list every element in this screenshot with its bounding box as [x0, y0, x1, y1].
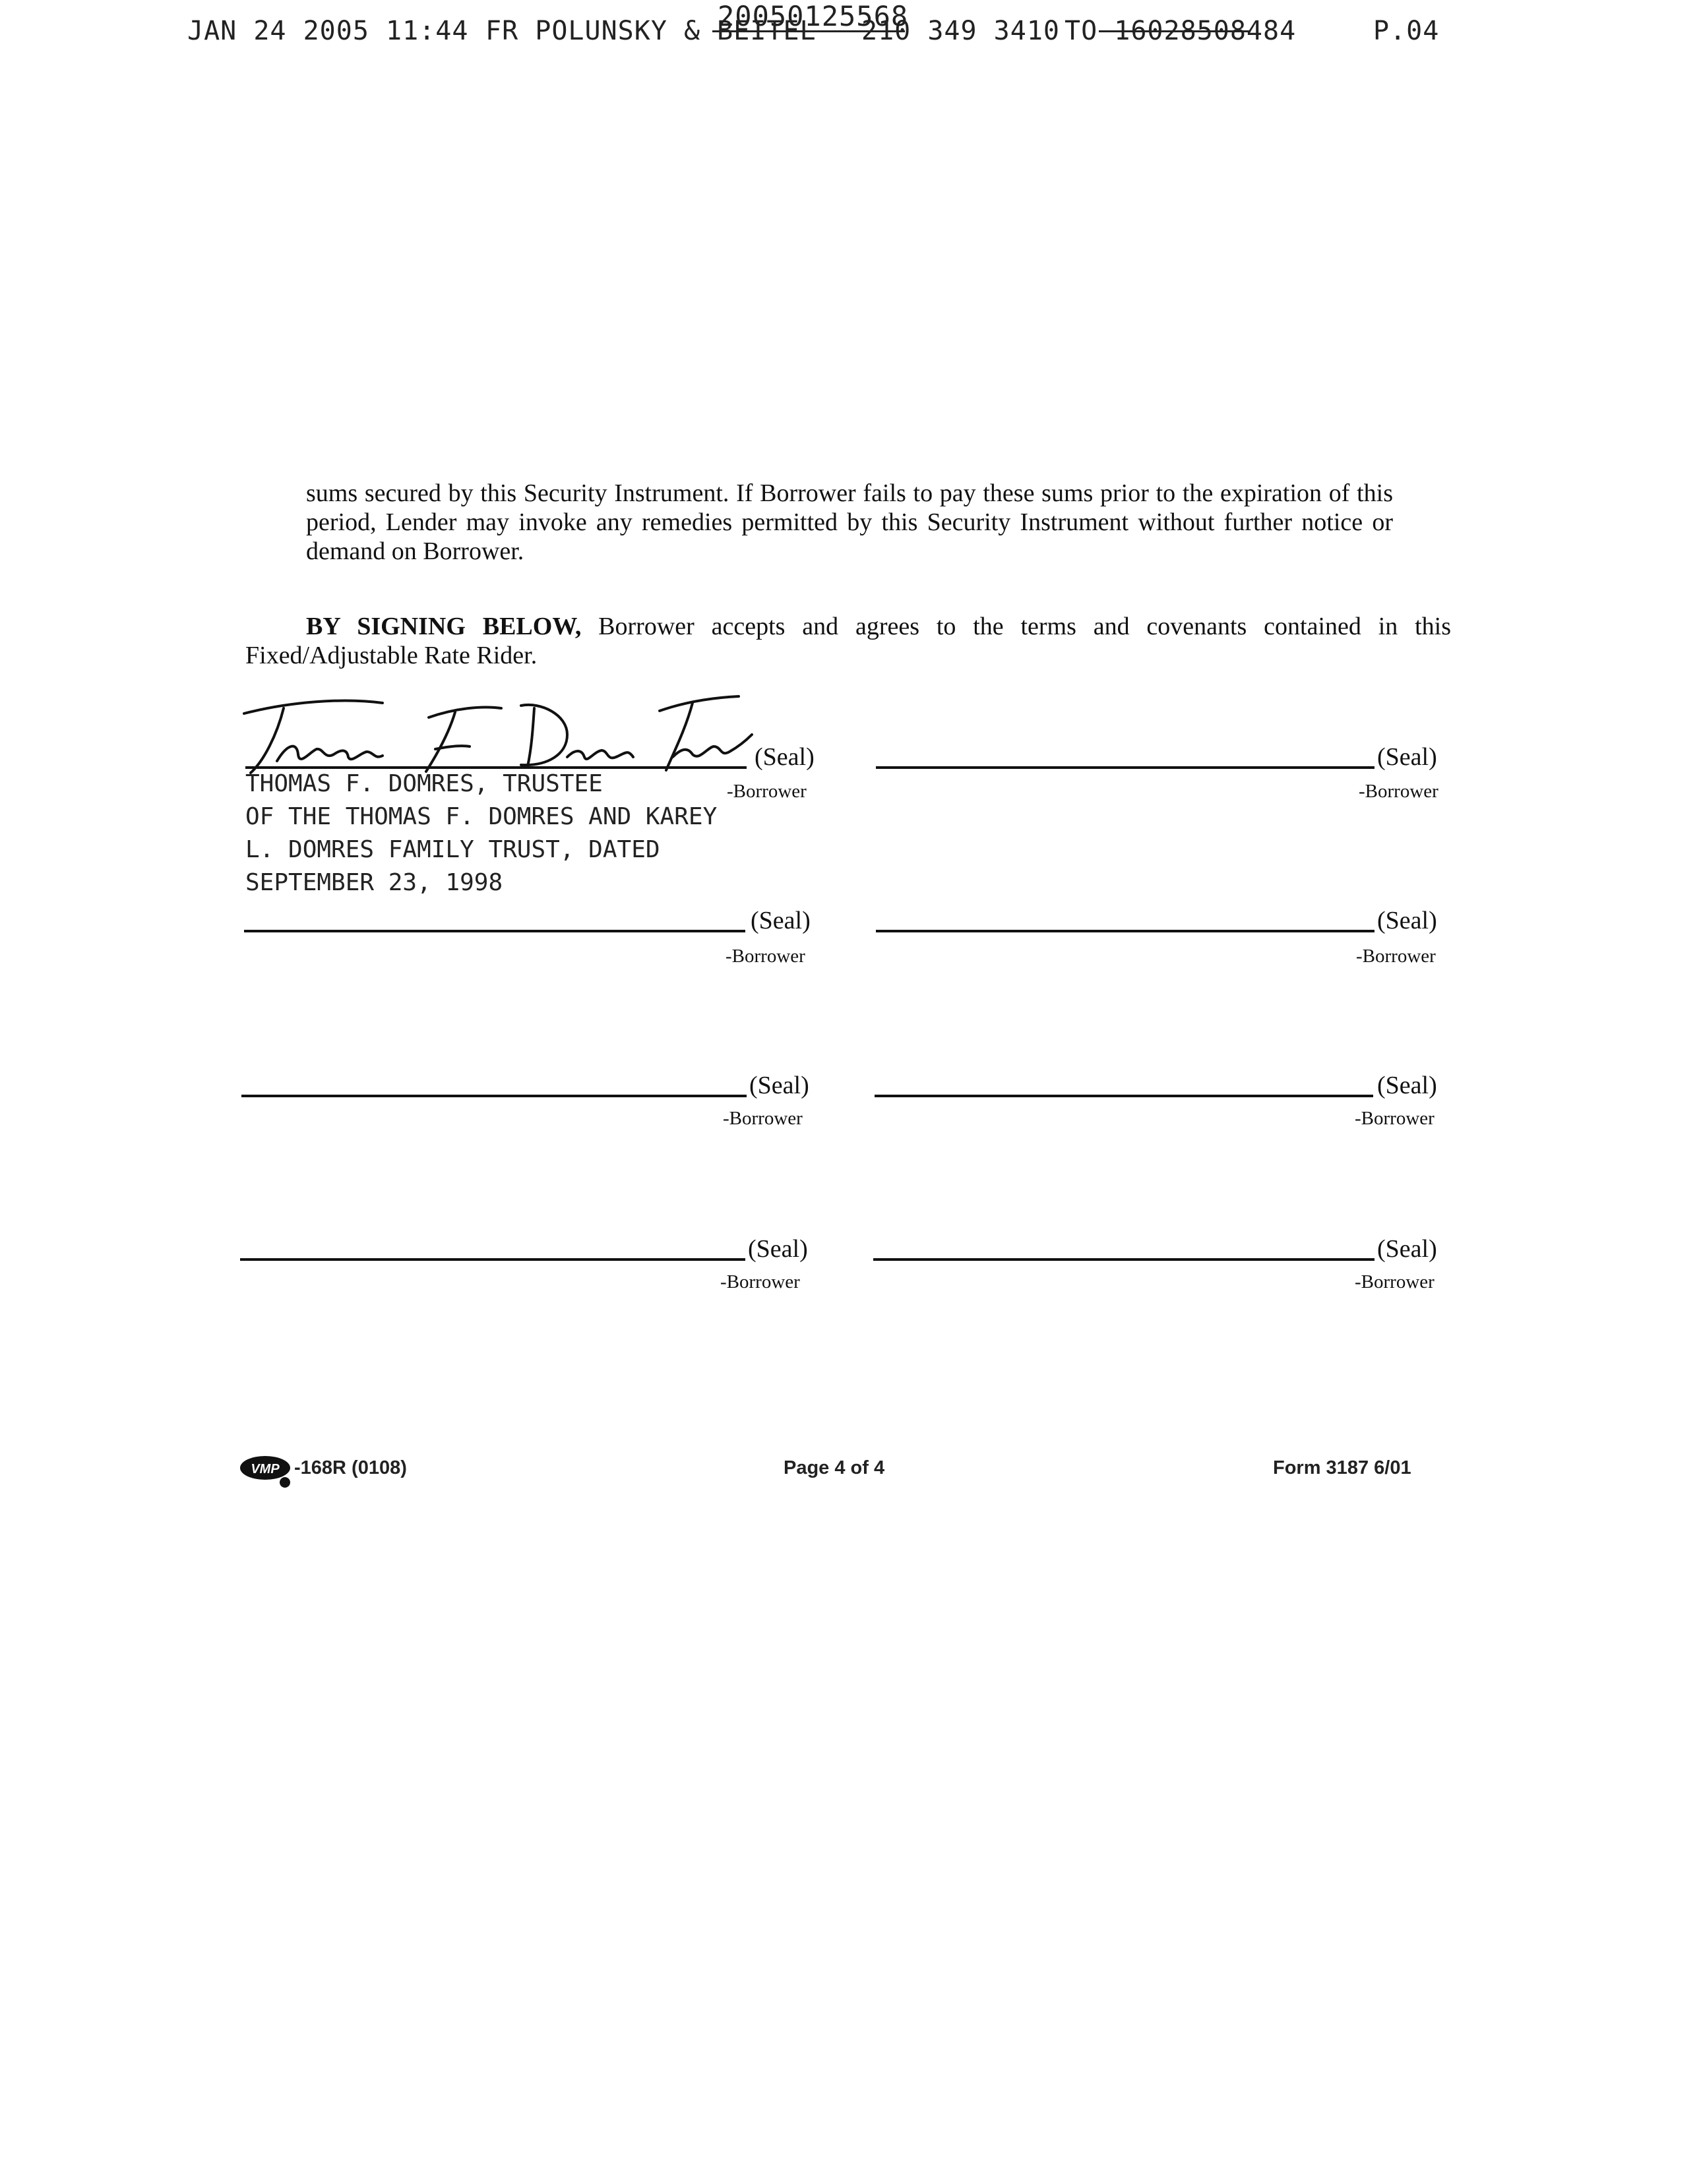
seal-label: (Seal) [751, 907, 811, 934]
borrower-label: -Borrower [1355, 1108, 1435, 1129]
signature-block-6 [875, 1071, 1455, 1129]
form-name: Form 3187 6/01 [1273, 1457, 1411, 1478]
fax-datetime: JAN 24 2005 11:44 [187, 16, 469, 46]
borrower-label: -Borrower [720, 1271, 800, 1292]
borrower-label: -Borrower [1356, 946, 1436, 967]
signature-line [240, 1258, 745, 1261]
borrower-label: -Borrower [727, 781, 807, 802]
seal-label: (Seal) [1377, 1235, 1437, 1263]
signature-line [244, 930, 745, 932]
signature-block-8 [873, 1234, 1454, 1292]
signing-paragraph [245, 612, 1451, 670]
trustee-line-2: OF THE THOMAS F. DOMRES AND KAREY [245, 803, 718, 830]
fax-to: TO 16028508484 [1065, 16, 1297, 46]
seal-label: (Seal) [1377, 1072, 1437, 1099]
vmp-logo [239, 1453, 298, 1489]
seal-label: (Seal) [755, 743, 815, 771]
signature-line [876, 930, 1375, 932]
fax-page: P.04 [1373, 16, 1440, 46]
form-code: -168R (0108) [294, 1457, 407, 1478]
seal-label: (Seal) [748, 1235, 808, 1263]
borrower-label: -Borrower [1355, 1271, 1435, 1292]
seal-label: (Seal) [1377, 743, 1437, 771]
signing-lead: BY SIGNING BELOW, [306, 613, 582, 640]
signature-line [241, 1095, 747, 1097]
seal-label: (Seal) [749, 1072, 809, 1099]
borrower-label: -Borrower [723, 1108, 803, 1129]
signature-block-2 [876, 743, 1456, 802]
vmp-logo-text: VMP [251, 1462, 280, 1476]
signature-line [875, 1095, 1373, 1097]
trustee-line-1: THOMAS F. DOMRES, TRUSTEE [245, 770, 603, 797]
signature-block-7 [240, 1234, 820, 1292]
borrower-label: -Borrower [1359, 781, 1438, 802]
signature-line [873, 1258, 1375, 1261]
signature-line [876, 766, 1375, 769]
signature-block-4 [876, 906, 1456, 967]
signature-block-3 [244, 906, 824, 967]
fax-from-phone: 210 349 3410 [861, 16, 1060, 46]
remedies-paragraph: sums secured by this Security Instrument. If Borrower fails to pay these sums prior to the expiration of this period, Lender may invoke any remedies permitted by this Security Instrument without further notice or demand on Borrower. [306, 479, 1393, 565]
fax-from: FR POLUNSKY & BEITEL [485, 16, 817, 46]
trustee-line-3: L. DOMRES FAMILY TRUST, DATED [245, 836, 660, 863]
seal-label: (Seal) [1377, 907, 1437, 934]
document-number: 20050125568 [718, 0, 909, 32]
borrower-label: -Borrower [726, 946, 805, 967]
page-number: Page 4 of 4 [784, 1457, 885, 1478]
signing-text: Borrower accepts and agrees to the terms and covenants contained in this Fixed/Adjustable Rate Rider. [245, 613, 1451, 669]
signature-block-5 [241, 1071, 822, 1129]
trustee-name-block [245, 768, 717, 899]
trustee-line-4: SEPTEMBER 23, 1998 [245, 869, 503, 896]
